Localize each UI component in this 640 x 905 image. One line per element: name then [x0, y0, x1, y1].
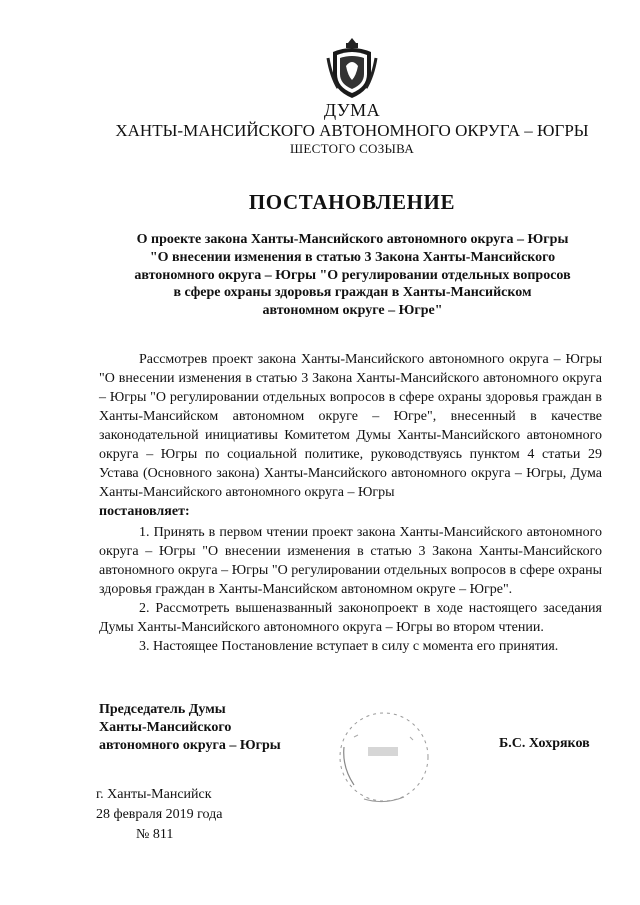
org-name: ДУМА	[323, 100, 381, 120]
signatory-title-line: Председатель Думы	[99, 702, 226, 717]
issue-date: 28 февраля 2019 года	[96, 807, 223, 822]
document-subject	[100, 231, 605, 320]
resolution-item: 2. Рассмотреть вышеназванный законопроект в ходе настоящего заседания Думы Ханты-Мансийского автономного округа – Югры во втором чтении.	[99, 601, 602, 635]
resolves-label: постановляет:	[99, 504, 190, 519]
resolution-item: 3. Настоящее Постановление вступает в силу с момента его принятия.	[139, 639, 559, 654]
document-number: № 811	[136, 827, 174, 842]
subject-line: автономном округе – Югре"	[262, 303, 443, 319]
signatory-name: Б.С. Хохряков	[499, 736, 590, 751]
preamble-block	[99, 350, 602, 521]
resolution-item: 1. Принять в первом чтении проект закона Ханты-Мансийского автономного округа – Югры "О внесении изменения в статью 3 Закона Ханты-Мансийского автономного округа – Югры "О регулировании отдельных вопросов в сфере охраны здоровья граждан в Ханты-Мансийском автономном округе – Югре".	[99, 525, 602, 597]
convocation: ШЕСТОГО СОЗЫВА	[289, 141, 415, 156]
issue-city: г. Ханты-Мансийск	[96, 787, 212, 802]
subject-line: О проекте закона Ханты-Мансийского автономного округа – Югры	[136, 232, 569, 247]
official-seal-icon	[334, 707, 434, 807]
signatory-title-line: Ханты-Мансийского	[99, 720, 232, 735]
coat-of-arms-icon	[326, 36, 378, 100]
subject-line: автономного округа – Югры "О регулировании отдельных вопросов	[134, 267, 571, 283]
document-type: ПОСТАНОВЛЕНИЕ	[248, 190, 456, 214]
signatory-title-line: автономного округа – Югры	[99, 738, 281, 753]
preamble-text: Рассмотрев проект закона Ханты-Мансийского автономного округа – Югры "О внесении изменения в статью 3 Закона Ханты-Мансийского автономного округа – Югры "О регулировании отдельных вопросов в сфере охраны здоровья граждан в Ханты-Мансийском автономном округе – Югре", внесенный в качестве законодательной инициативы Комитетом Думы Ханты-Мансийского автономного округа – Югры по социальной политике, руководствуясь пунктом 4 статьи 29 Устава (Основного закона) Ханты-Мансийского автономного округа – Югры, Дума Ханты-Мансийского автономного округа – Югры	[99, 352, 602, 500]
subject-line: "О внесении изменения в статью 3 Закона Ханты-Мансийского	[149, 249, 556, 265]
resolution-items	[99, 523, 602, 656]
org-region: ХАНТЫ-МАНСИЙСКОГО АВТОНОМНОГО ОКРУГА – ЮГРЫ	[115, 121, 589, 140]
subject-line: в сфере охраны здоровья граждан в Ханты-Мансийском	[173, 285, 532, 301]
issue-details	[96, 785, 223, 845]
signatory-title	[99, 701, 281, 755]
